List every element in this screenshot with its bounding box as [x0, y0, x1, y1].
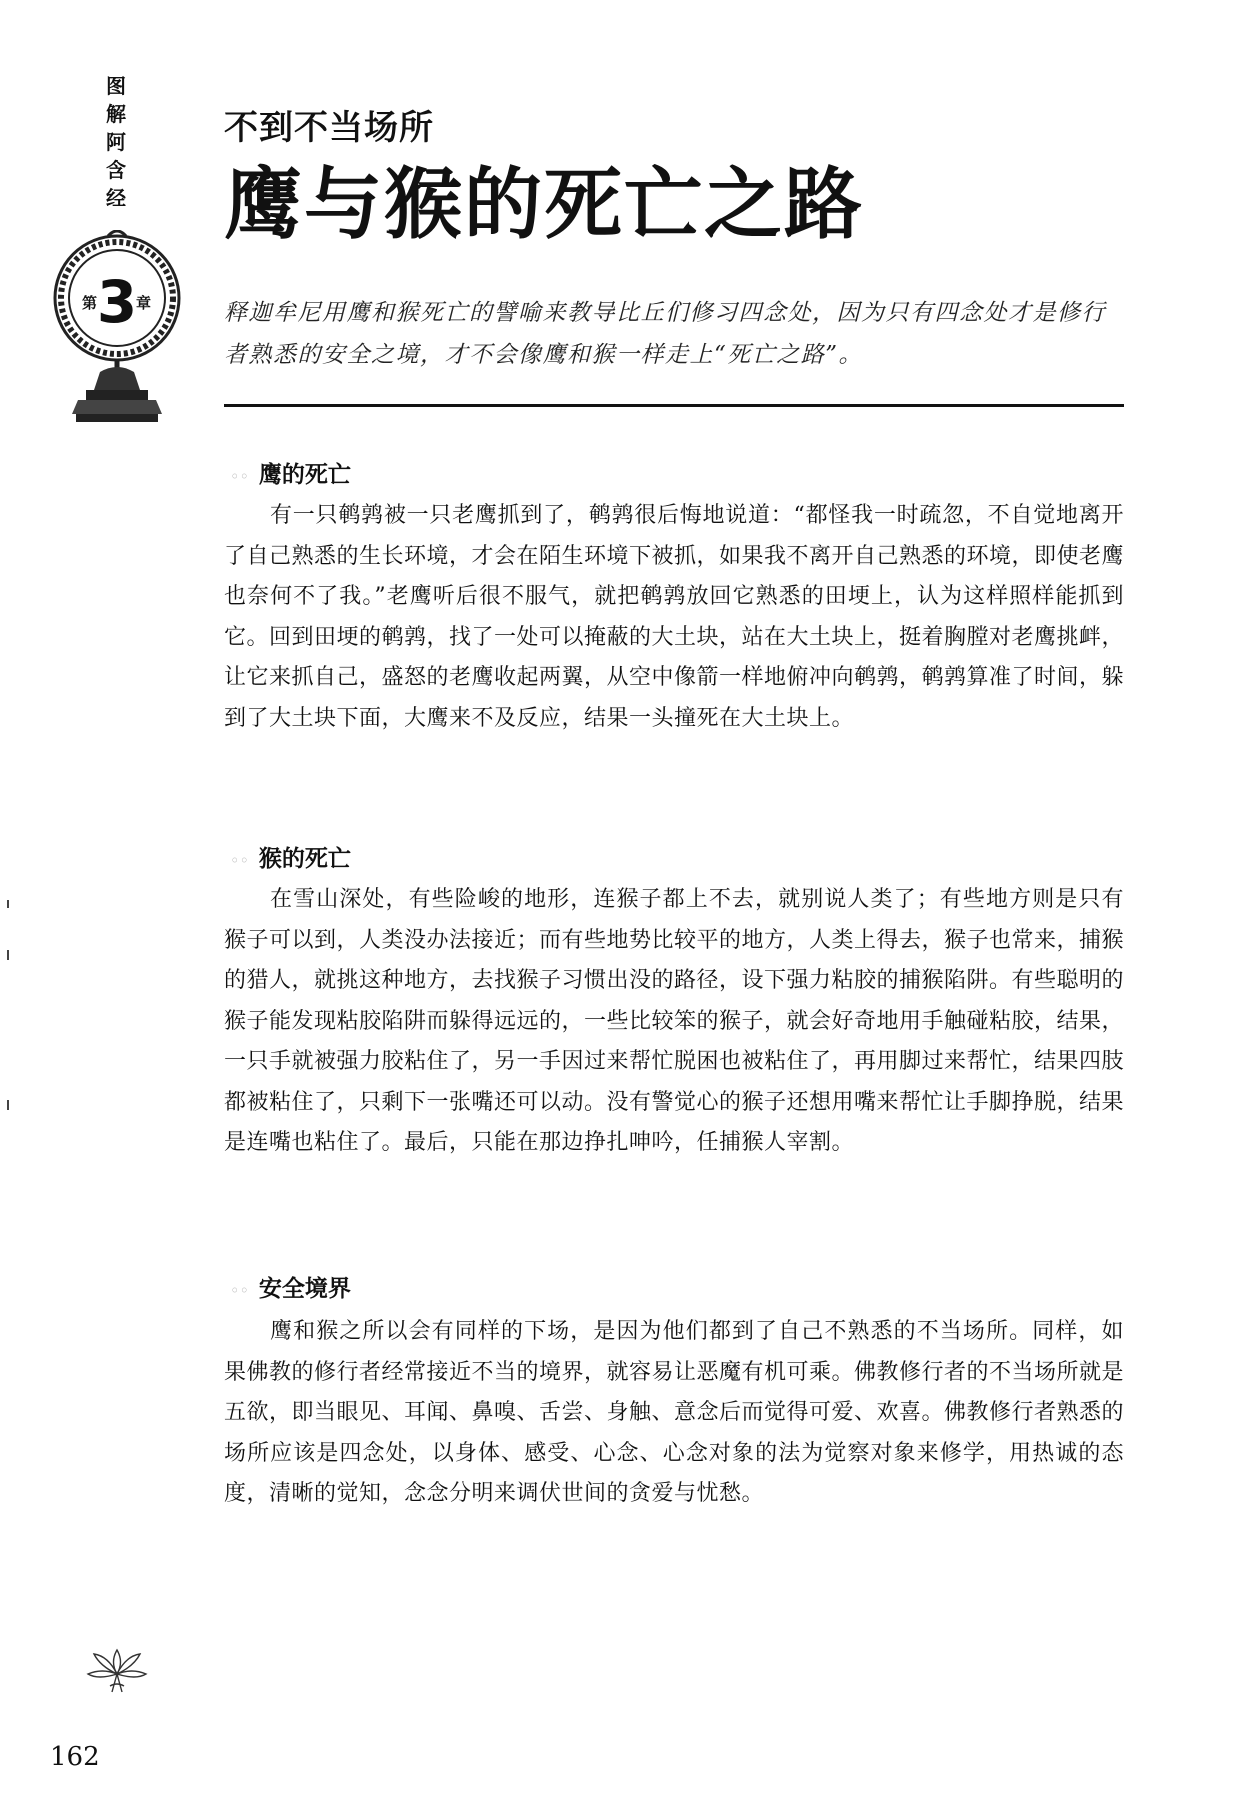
section-body: 有一只鹌鹑被一只老鹰抓到了，鹌鹑很后悔地说道：“都怪我一时疏忽，不自觉地离开了自己熟悉的生长环境，才会在陌生环境下被抓，如果我不离开自己熟悉的环境，即使老鹰也奈何不了我。”老鹰听后很不服气，就把鹌鹑放回它熟悉的田埂上，认为这样照样能抓到它。回到田埂的鹌鹑，找了一处可以掩蔽的大土块，站在大土块上，挺着胸膛对老鹰挑衅，让它来抓自己，盛怒的老鹰收起两翼，从空中像箭一样地俯冲向鹌鹑，鹌鹑算准了时间，躲到了大土块下面，大鹰来不及反应，结果一头撞死在大土块上。 — [224, 503, 1125, 731]
book-series-label — [96, 72, 136, 212]
section-heading — [230, 1270, 351, 1303]
page-title: 鹰与猴的死亡之路 — [224, 159, 865, 250]
intro-summary: 释迦牟尼用鹰和猴死亡的譬喻来教导比丘们修习四念处，因为只有四念处才是修行者熟悉的安全之境，才不会像鹰和猴一样走上“死亡之路”。 — [224, 300, 1106, 368]
section-heading-text: 安全境界 — [258, 1276, 351, 1302]
chapter-badge — [48, 230, 186, 430]
section-bullet-icon: ◦◦ — [230, 851, 249, 870]
section-body: 在雪山深处，有些险峻的地形，连猴子都上不去，就别说人类了；有些地方则是只有猴子可以到，人类没办法接近；而有些地势比较平的地方，人类上得去，猴子也常来，捕猴的猎人，就挑这种地方，去找猴子习惯出没的路径，设下强力粘胶的捕猴陷阱。有些聪明的猴子能发现粘胶陷阱而躲得远远的，一些比较笨的猴子，就会好奇地用手触碰粘胶，结果，一只手就被强力胶粘住了，另一手因过来帮忙脱困也被粘住了，再用脚过来帮忙，结果四肢都被粘住了，只剩下一张嘴还可以动。没有警觉心的猴子还想用嘴来帮忙让手脚挣脱，结果是连嘴也粘住了。最后，只能在那边挣扎呻吟，任捕猴人宰割。 — [224, 887, 1125, 1155]
section-body: 鹰和猴之所以会有同样的下场，是因为他们都到了自己不熟悉的不当场所。同样，如果佛教的修行者经常接近不当的境界，就容易让恶魔有机可乘。佛教修行者的不当场所就是五欲，即当眼见、耳闻、鼻嗅、舌尝、身触、意念后而觉得可爱、欢喜。佛教修行者熟悉的场所应该是四念处，以身体、感受、心念、心念对象的法为觉察对象来修学，用热诚的态度，清晰的觉知，念念分明来调伏世间的贪爱与忧愁。 — [224, 1319, 1125, 1506]
chapter-number: 3 — [96, 268, 138, 336]
section-bullet-icon: ◦◦ — [230, 467, 249, 486]
scan-edge-mark — [7, 1100, 9, 1110]
section-bullet-icon: ◦◦ — [230, 1281, 249, 1300]
section-heading-text: 鹰的死亡 — [258, 462, 351, 488]
side-label-char: 图 — [106, 74, 126, 98]
divider — [224, 404, 1124, 407]
side-label-char: 经 — [106, 186, 126, 210]
section-heading-text: 猴的死亡 — [258, 846, 351, 872]
section-heading — [230, 840, 351, 873]
chapter-prefix: 第 — [82, 294, 98, 312]
side-label-char: 解 — [106, 102, 126, 126]
side-label-char: 含 — [106, 158, 126, 182]
chapter-suffix: 章 — [136, 294, 152, 312]
page-number: 162 — [50, 1742, 100, 1772]
section-heading — [230, 456, 351, 489]
lotus-flower-icon — [82, 1640, 152, 1700]
scan-edge-mark — [7, 950, 9, 960]
section-kicker: 不到不当场所 — [224, 108, 434, 148]
side-label-char: 阿 — [106, 130, 126, 154]
scan-edge-mark — [7, 900, 9, 908]
